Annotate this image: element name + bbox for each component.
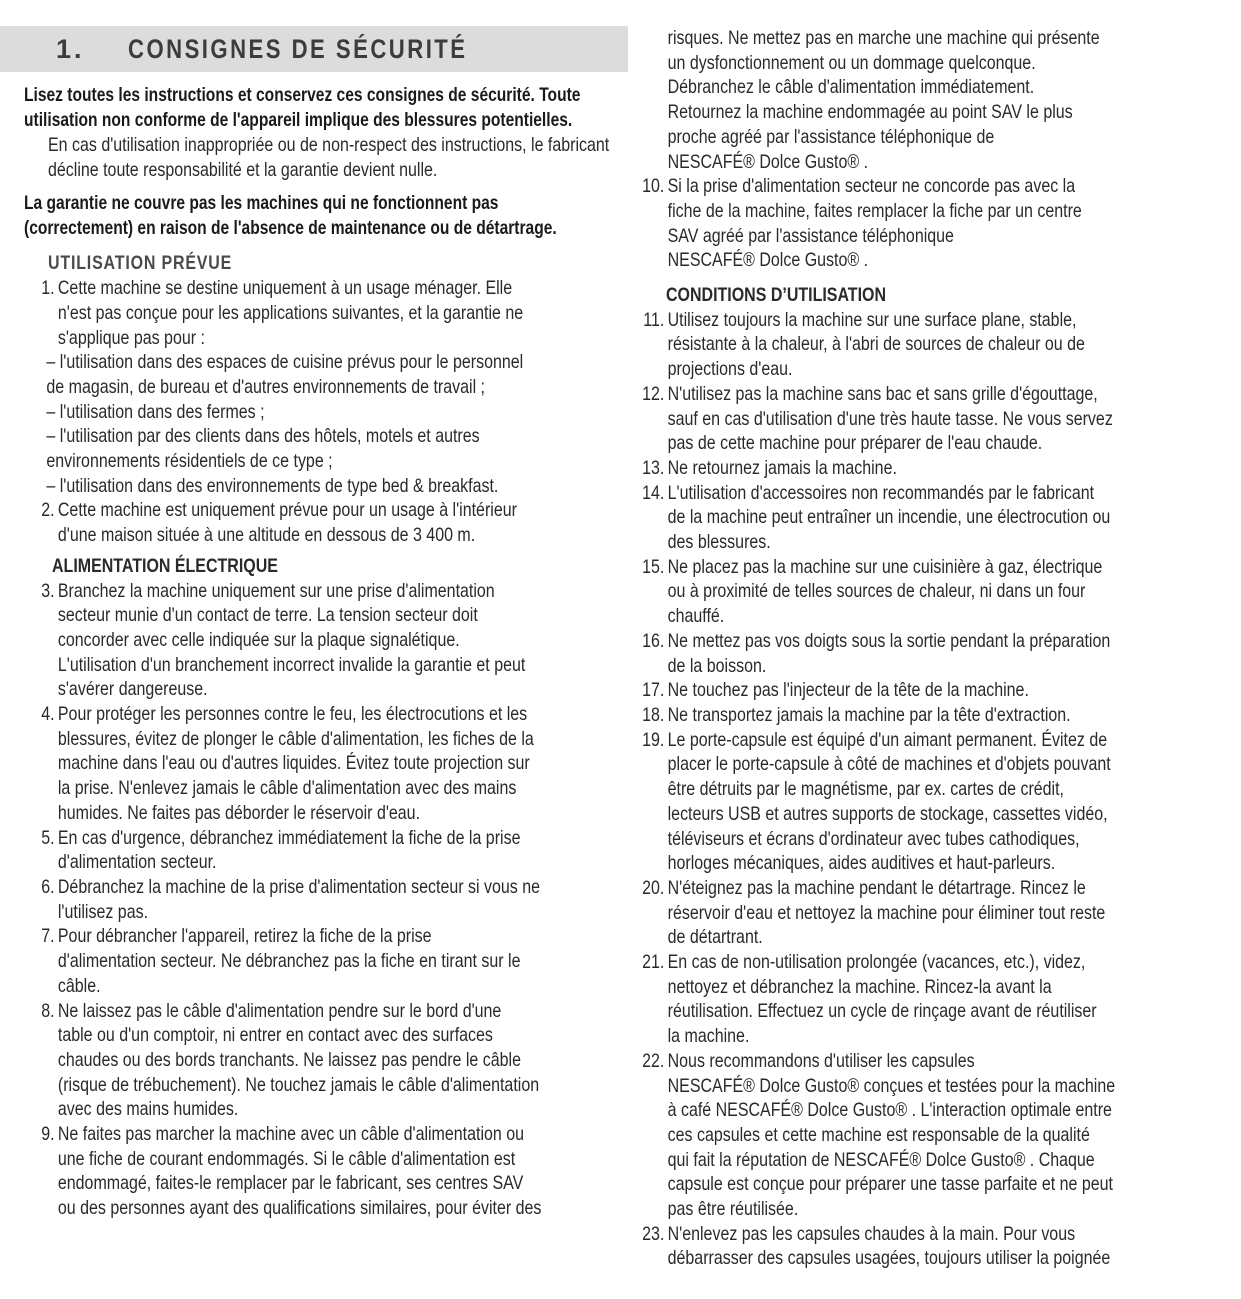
item-line: – l'utilisation dans des espaces de cuisine prévus pour le personnel bbox=[46, 351, 524, 374]
item-line: Débranchez le câble d'alimentation immédiatement. bbox=[667, 76, 1035, 99]
item-line: s'applique pas pour : bbox=[57, 326, 205, 349]
item-line: Retournez la machine endommagée au point SAV le plus bbox=[667, 101, 1073, 124]
item-number: 16. bbox=[642, 629, 665, 652]
item-line: n'est pas conçue pour les applications suivantes, et la garantie ne bbox=[57, 301, 524, 324]
item-number: 8. bbox=[41, 999, 55, 1022]
item-line: réutilisation. Effectuez un cycle de rinçage avant de réutiliser bbox=[667, 1000, 1097, 1023]
item-line: chauffé. bbox=[667, 605, 725, 628]
item-number: 10. bbox=[642, 175, 665, 198]
item-line: Si la prise d'alimentation secteur ne concorde pas avec la bbox=[667, 175, 1076, 198]
item-line: Pour protéger les personnes contre le feu, les électrocutions et les bbox=[57, 703, 528, 726]
item-line: pas de cette machine pour préparer de l'eau chaude. bbox=[667, 432, 1043, 455]
left-column bbox=[0, 26, 628, 1221]
item-line: fiche de la machine, faites remplacer la fiche par un centre bbox=[667, 199, 1082, 222]
item-line: avec des mains humides. bbox=[57, 1098, 239, 1121]
item-line: endommagé, faites-le remplacer par le fabricant, ses centres SAV bbox=[57, 1172, 524, 1195]
item-line: proche agréé par l'assistance téléphonique de bbox=[667, 125, 995, 148]
item-line: N'éteignez pas la machine pendant le détartrage. Rincez le bbox=[667, 876, 1086, 899]
item-line: Ne mettez pas vos doigts sous la sortie pendant la préparation bbox=[667, 629, 1111, 652]
item-line: NESCAFÉ® Dolce Gusto® . bbox=[667, 249, 869, 272]
item-line: une fiche de courant endommagés. Si le câble d'alimentation est bbox=[57, 1147, 516, 1170]
item-line: Ne placez pas la machine sur une cuisinière à gaz, électrique bbox=[667, 555, 1103, 578]
item-line: NESCAFÉ® Dolce Gusto® . bbox=[667, 150, 869, 173]
intro-liability: En cas d'utilisation inappropriée ou de non-respect des instructions, le fabricant décline toute responsabilité et la garantie devient nulle. bbox=[48, 134, 610, 181]
item-line: – l'utilisation dans des environnements de type bed & breakfast. bbox=[46, 474, 499, 497]
item-number: 11. bbox=[643, 308, 665, 331]
list-item bbox=[30, 1122, 637, 1221]
item-line: ou des personnes ayant des qualifications similaires, pour éviter des bbox=[57, 1197, 542, 1220]
item-number: 3. bbox=[41, 579, 55, 602]
item-line: – l'utilisation dans des fermes ; bbox=[46, 400, 265, 423]
list-item bbox=[634, 876, 1192, 950]
list-item bbox=[634, 174, 1192, 273]
item-line: d'alimentation secteur. Ne débranchez pas la fiche en tirant sur le bbox=[57, 950, 521, 973]
item-line: à café NESCAFÉ® Dolce Gusto® . L'interaction optimale entre bbox=[667, 1099, 1112, 1122]
item-number: 9. bbox=[41, 1123, 55, 1146]
item-line: ou à proximité de telles sources de chaleur, ni dans un four bbox=[667, 580, 1086, 603]
item-number: 2. bbox=[41, 499, 55, 522]
item-number: 15. bbox=[642, 555, 665, 578]
list-item bbox=[30, 999, 637, 1123]
items-list-left-a bbox=[30, 276, 637, 548]
item-line: téléviseurs et écrans d'ordinateur avec tubes cathodiques, bbox=[667, 827, 1080, 850]
list-item bbox=[634, 1049, 1192, 1222]
item-number: 12. bbox=[642, 382, 665, 405]
item-line: Ne transportez jamais la machine par la tête d'extraction. bbox=[667, 703, 1071, 726]
item-line: de la machine peut entraîner un incendie, une électrocution ou bbox=[667, 506, 1111, 529]
list-item bbox=[634, 703, 1192, 728]
item-number: 22. bbox=[642, 1049, 665, 1072]
item-line: qui fait la réputation de NESCAFÉ® Dolce Gusto® . Chaque bbox=[667, 1148, 1095, 1171]
item-number: 14. bbox=[642, 481, 665, 504]
list-item bbox=[634, 629, 1192, 678]
item-line: sauf en cas d'utilisation d'une très haute tasse. Ne vous servez bbox=[667, 407, 1113, 430]
item-line: – l'utilisation par des clients dans des hôtels, motels et autres bbox=[46, 425, 480, 448]
item-number: 13. bbox=[642, 456, 665, 479]
item-line: Pour débrancher l'appareil, retirez la fiche de la prise bbox=[57, 925, 432, 948]
section-title-bar bbox=[0, 26, 628, 72]
item-line: Nous recommandons d'utiliser les capsules bbox=[667, 1049, 975, 1072]
item-line: un dysfonctionnement ou un dommage quelconque. bbox=[667, 51, 1036, 74]
item-line: (risque de trébuchement). Ne touchez jamais le câble d'alimentation bbox=[57, 1073, 540, 1096]
item-line: Branchez la machine uniquement sur une prise d'alimentation bbox=[57, 579, 495, 602]
item-line: Ne laissez pas le câble d'alimentation pendre sur le bord d'une bbox=[57, 999, 502, 1022]
heading-power: ALIMENTATION ÉLECTRIQUE bbox=[52, 554, 278, 577]
warranty-note: La garantie ne couvre pas les machines qui ne fonctionnent pas (correctement) en raison de l'absence de maintenance ou de détartrage. bbox=[24, 193, 557, 239]
item-number: 21. bbox=[642, 951, 665, 974]
item-line: N'utilisez pas la machine sans bac et sans grille d'égouttage, bbox=[667, 382, 1098, 405]
item-line: L'utilisation d'accessoires non recommandés par le fabricant bbox=[667, 481, 1095, 504]
item-line: Le porte-capsule est équipé d'un aimant permanent. Évitez de bbox=[667, 728, 1108, 751]
item-line: table ou d'un comptoir, ni entrer en contact avec des surfaces bbox=[57, 1024, 493, 1047]
item-line: nettoyez et débranchez la machine. Rincez-la avant la bbox=[667, 975, 1052, 998]
list-item bbox=[30, 875, 637, 924]
item-line: pas être réutilisée. bbox=[667, 1198, 799, 1221]
list-item bbox=[30, 924, 637, 998]
list-item bbox=[634, 950, 1192, 1049]
item-line: Ne touchez pas l'injecteur de la tête de la machine. bbox=[667, 679, 1029, 702]
item-number: 23. bbox=[642, 1222, 665, 1245]
item-line: SAV agréé par l'assistance téléphonique bbox=[667, 224, 954, 247]
item-line: Débranchez la machine de la prise d'alimentation secteur si vous ne bbox=[57, 875, 541, 898]
item-line: câble. bbox=[57, 974, 101, 997]
item-number: 5. bbox=[41, 826, 55, 849]
intro-warning: Lisez toutes les instructions et conservez ces consignes de sécurité. Toute utilisation non conforme de l'appareil implique des blessures potentielles. bbox=[24, 85, 581, 131]
item-line: s'avérer dangereuse. bbox=[57, 678, 208, 701]
list-item bbox=[634, 382, 1192, 456]
item-line: secteur munie d'un contact de terre. La tension secteur doit bbox=[57, 604, 478, 627]
right-column bbox=[634, 26, 1194, 1271]
item-line: Cette machine est uniquement prévue pour un usage à l'intérieur bbox=[57, 499, 517, 522]
item-number: 17. bbox=[642, 679, 665, 702]
heading-conditions: CONDITIONS D’UTILISATION bbox=[666, 284, 887, 307]
item-line: chaudes ou des bords tranchants. Ne laissez pas pendre le câble bbox=[57, 1048, 522, 1071]
section-title: CONSIGNES DE SÉCURITÉ bbox=[128, 33, 468, 64]
item-line: En cas de non-utilisation prolongée (vacances, etc.), videz, bbox=[667, 951, 1086, 974]
item-line: réservoir d'eau et nettoyez la machine pour éliminer tout reste bbox=[667, 901, 1106, 924]
heading-intended-use: UTILISATION PRÉVUE bbox=[48, 252, 233, 275]
item-line: de la boisson. bbox=[667, 654, 767, 677]
item-line: Ne faites pas marcher la machine avec un câble d'alimentation ou bbox=[57, 1123, 525, 1146]
list-item bbox=[30, 498, 637, 547]
item-number: 20. bbox=[642, 876, 665, 899]
item-line: lecteurs USB et autres supports de stockage, cassettes vidéo, bbox=[667, 802, 1108, 825]
list-item bbox=[30, 702, 637, 826]
item-line: des blessures. bbox=[667, 531, 771, 554]
item-line: humides. Ne faites pas déborder le réservoir d'eau. bbox=[57, 801, 421, 824]
item-line: machine dans l'eau ou d'autres liquides. Évitez toute projection sur bbox=[57, 752, 530, 775]
list-item bbox=[634, 678, 1192, 703]
item-line: résistante à la chaleur, à l'abri de sources de chaleur ou de bbox=[667, 333, 1085, 356]
item-number: 1. bbox=[41, 277, 55, 300]
item-line: concorder avec celle indiquée sur la plaque signalétique. bbox=[57, 628, 460, 651]
item-line: blessures, évitez de plonger le câble d'alimentation, les fiches de la bbox=[57, 727, 534, 750]
item-line: de magasin, de bureau et d'autres environnements de travail ; bbox=[46, 375, 486, 398]
item-line: ces capsules et cette machine est responsable de la qualité bbox=[667, 1123, 1090, 1146]
item-line: En cas d'urgence, débranchez immédiatement la fiche de la prise bbox=[57, 826, 521, 849]
item-line: Cette machine se destine uniquement à un usage ménager. Elle bbox=[57, 277, 513, 300]
item-line: Ne retournez jamais la machine. bbox=[667, 456, 897, 479]
item-line: la machine. bbox=[667, 1025, 750, 1048]
list-item bbox=[30, 826, 637, 875]
item-line: horloges mécaniques, aides auditives et haut-parleurs. bbox=[667, 852, 1056, 875]
item-line: N'enlevez pas les capsules chaudes à la main. Pour vous bbox=[667, 1222, 1076, 1245]
item-line: capsule est conçue pour préparer une tasse parfaite et ne peut bbox=[667, 1173, 1113, 1196]
section-number: 1. bbox=[56, 33, 85, 64]
item-number: 4. bbox=[41, 703, 55, 726]
items-list-right-a bbox=[634, 26, 1192, 273]
item-line: placer le porte-capsule à côté de machines et d'objets pouvant bbox=[667, 753, 1111, 776]
item-line: projections d'eau. bbox=[667, 358, 793, 381]
list-item bbox=[634, 308, 1192, 382]
item-number: 19. bbox=[642, 728, 665, 751]
item-line: l'utilisez pas. bbox=[57, 900, 149, 923]
item-line: débarrasser des capsules usagées, toujours utiliser la poignée bbox=[667, 1247, 1111, 1270]
item-line: d'une maison située à une altitude en dessous de 3 400 m. bbox=[57, 524, 476, 547]
list-item-continued bbox=[634, 26, 1192, 174]
item-number: 18. bbox=[642, 703, 665, 726]
item-number: 7. bbox=[41, 925, 55, 948]
item-line: environnements résidentiels de ce type ; bbox=[46, 450, 333, 473]
item-line: NESCAFÉ® Dolce Gusto® conçues et testées pour la machine bbox=[667, 1074, 1116, 1097]
item-number: 6. bbox=[41, 875, 55, 898]
items-list-left-b bbox=[30, 579, 637, 1221]
list-item bbox=[634, 728, 1192, 876]
list-item bbox=[46, 350, 636, 498]
items-list-right-b bbox=[634, 308, 1192, 1271]
item-line: risques. Ne mettez pas en marche une machine qui présente bbox=[667, 27, 1100, 49]
item-line: être détruits par le magnétisme, par ex. cartes de crédit, bbox=[667, 778, 1065, 801]
item-line: d'alimentation secteur. bbox=[57, 851, 217, 874]
list-item bbox=[634, 555, 1192, 629]
list-item bbox=[30, 276, 637, 350]
list-item bbox=[30, 579, 637, 703]
list-item bbox=[634, 456, 1192, 481]
item-line: L'utilisation d'un branchement incorrect invalide la garantie et peut bbox=[57, 653, 526, 676]
item-line: la prise. N'enlevez jamais le câble d'alimentation avec des mains bbox=[57, 777, 517, 800]
list-item bbox=[634, 1222, 1192, 1271]
item-line: de détartrant. bbox=[667, 926, 763, 949]
list-item bbox=[634, 481, 1192, 555]
item-line: Utilisez toujours la machine sur une surface plane, stable, bbox=[667, 308, 1077, 331]
